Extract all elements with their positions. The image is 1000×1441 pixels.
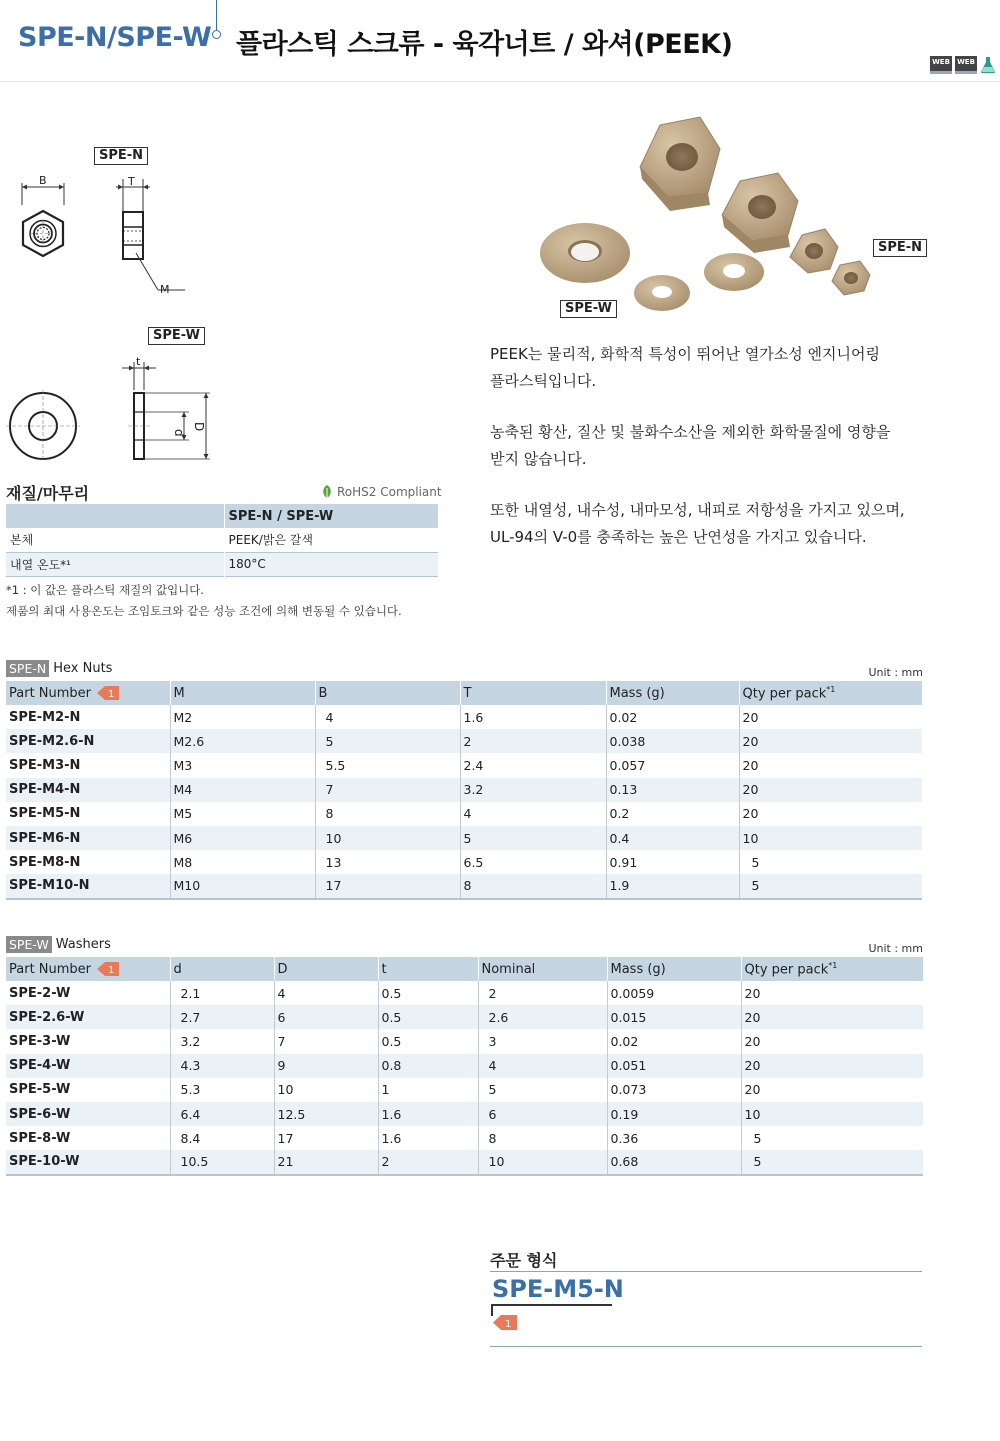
part-number-cell: SPE-2-W [9, 985, 71, 1001]
material-row-label: 내열 온도*¹ [6, 552, 224, 576]
table-cell: 20 [741, 981, 923, 1005]
table-cell: 2 [378, 1150, 478, 1174]
table-cell: 10 [739, 826, 922, 850]
divider [490, 1271, 922, 1272]
washers-table-tag: SPE-W [6, 936, 52, 953]
table-cell: 9 [274, 1054, 378, 1078]
desc-line: 또한 내열성, 내수성, 내마모성, 내피로 저항성을 가지고 있으며, [490, 501, 905, 519]
part-number-cell: SPE-M10-N [6, 874, 170, 898]
table-cell: 20 [741, 1078, 923, 1102]
table-cell: 6.5 [460, 850, 606, 874]
nuts-table [6, 681, 922, 900]
table-cell: 10 [741, 1102, 923, 1126]
col-header: M [170, 681, 315, 705]
table-cell: 8 [460, 874, 606, 898]
table-cell: 13 [315, 850, 460, 874]
nuts-table-label [6, 660, 112, 677]
table-row [6, 705, 922, 729]
part-number-cell: SPE-M2.6-N [6, 729, 170, 753]
table-cell: 0.91 [606, 850, 739, 874]
material-title: 재질/마무리 [6, 484, 90, 503]
part-number-cell: SPE-M3-N [9, 757, 81, 773]
table-cell: 4 [460, 802, 606, 826]
table-row [6, 1102, 923, 1126]
table-cell: 3.2 [170, 1029, 274, 1053]
material-row-label: 본체 [6, 528, 224, 552]
col-header [6, 957, 170, 981]
table-cell: 20 [741, 1029, 923, 1053]
col-header: B [315, 681, 460, 705]
table-cell: 0.8 [378, 1054, 478, 1078]
table-cell: 0.02 [606, 705, 739, 729]
table-cell: 4 [274, 981, 378, 1005]
table-row [6, 1005, 923, 1029]
table-row [6, 552, 438, 576]
table-cell: 8.4 [170, 1126, 274, 1150]
table-cell: 5.5 [315, 753, 460, 777]
washers-table-label [6, 936, 111, 953]
table-cell: 1.6 [460, 705, 606, 729]
part-number-cell: SPE-5-W [9, 1082, 71, 1098]
rohs-label: RoHS2 Compliant [337, 485, 442, 499]
part-number-cell: SPE-M8-N [9, 854, 81, 870]
desc-line: 받지 않습니다. [490, 450, 587, 468]
col-header-label: Qty per pack [742, 686, 827, 702]
material-table [6, 504, 438, 577]
col-header: Mass (g) [607, 957, 741, 981]
table-cell: M2.6 [170, 729, 315, 753]
divider [490, 1346, 922, 1347]
table-cell: 0.68 [607, 1150, 741, 1174]
col-header-label: Part Number [9, 685, 92, 701]
table-cell: 0.19 [607, 1102, 741, 1126]
table-row [6, 528, 438, 552]
marker-arrow-icon [97, 962, 119, 976]
col-header-label: Qty per pack [744, 962, 829, 978]
table-cell: 20 [739, 705, 922, 729]
col-header: d [170, 957, 274, 981]
nut-drawing-tag: SPE-N [94, 147, 148, 165]
dim-b-label: B [39, 174, 47, 187]
table-cell: 0.073 [607, 1078, 741, 1102]
table-cell: 17 [274, 1126, 378, 1150]
unit-label: Unit : mm [868, 942, 923, 955]
photo-nut-tag: SPE-N [873, 239, 927, 257]
footnote-ref: *1 [826, 684, 836, 694]
table-cell: 3 [478, 1029, 607, 1053]
material-row-value: 180°C [224, 552, 438, 576]
table-cell: 4 [315, 705, 460, 729]
table-row [6, 850, 922, 874]
table-cell: 2.4 [460, 753, 606, 777]
table-cell: 21 [274, 1150, 378, 1174]
series-code: SPE-N/SPE-W [18, 22, 212, 53]
order-code-example: SPE-M5-N [492, 1275, 624, 1303]
table-cell: M8 [170, 850, 315, 874]
flask-icon [980, 56, 996, 74]
table-cell: 6.4 [170, 1102, 274, 1126]
table-row [6, 1029, 923, 1053]
part-number-cell: SPE-2.6-W [6, 1005, 170, 1029]
part-number-cell: SPE-M2-N [9, 709, 81, 725]
table-cell: 0.5 [378, 1029, 478, 1053]
table-cell: 5 [739, 874, 922, 898]
photo-washer-tag: SPE-W [560, 300, 617, 318]
desc-line: UL-94의 V-0를 충족하는 높은 난연성을 가지고 있습니다. [490, 528, 867, 546]
part-number-cell: SPE-M4-N [6, 778, 170, 802]
material-header-blank [6, 504, 224, 528]
table-cell: 5 [741, 1150, 923, 1174]
col-header: D [274, 957, 378, 981]
footnote-ref: *1 [828, 960, 838, 970]
table-cell: 0.057 [606, 753, 739, 777]
washers-table [6, 957, 923, 1176]
table-cell: 0.015 [607, 1005, 741, 1029]
table-cell: 20 [739, 778, 922, 802]
table-cell: M10 [170, 874, 315, 898]
table-cell: 1.6 [378, 1102, 478, 1126]
page-header [0, 0, 1000, 82]
table-cell: 2 [460, 729, 606, 753]
table-cell: 5 [478, 1078, 607, 1102]
table-cell: 2.1 [170, 981, 274, 1005]
nuts-table-tag: SPE-N [6, 660, 49, 677]
table-cell: 0.2 [606, 802, 739, 826]
part-number-cell: SPE-6-W [6, 1102, 170, 1126]
table-cell: 10 [315, 826, 460, 850]
description [490, 497, 905, 551]
washer-drawing-tag: SPE-W [148, 327, 205, 345]
material-row-value: PEEK/밝은 갈색 [224, 528, 438, 552]
table-cell: M4 [170, 778, 315, 802]
nut-technical-drawing [10, 165, 210, 305]
table-cell: 20 [739, 802, 922, 826]
table-cell: 20 [739, 753, 922, 777]
table-cell: M6 [170, 826, 315, 850]
table-row [6, 729, 922, 753]
table-cell: 5 [315, 729, 460, 753]
description [490, 341, 880, 395]
col-header [739, 681, 922, 705]
table-row [6, 1054, 923, 1078]
part-number-cell: SPE-M6-N [6, 826, 170, 850]
dim-t-label: T [128, 175, 135, 188]
table-cell: 0.5 [378, 1005, 478, 1029]
description [490, 419, 890, 473]
table-cell: 20 [741, 1054, 923, 1078]
table-cell: 4.3 [170, 1054, 274, 1078]
part-number-cell: SPE-8-W [9, 1130, 71, 1146]
col-header: T [460, 681, 606, 705]
table-cell: 8 [478, 1126, 607, 1150]
table-cell: 8 [315, 802, 460, 826]
marker-arrow-icon [97, 686, 119, 700]
header-dot [212, 30, 221, 39]
col-header: t [378, 957, 478, 981]
part-number-cell: SPE-3-W [9, 1033, 71, 1049]
table-cell: 0.051 [607, 1054, 741, 1078]
desc-line: PEEK는 물리적, 화학적 특성이 뛰어난 열가소성 엔지니어링 [490, 345, 880, 363]
table-cell: 4 [478, 1054, 607, 1078]
table-cell: 10 [274, 1078, 378, 1102]
web-badge-icon[interactable]: WEB [955, 56, 977, 74]
table-row [6, 1126, 923, 1150]
marker-number: 1 [108, 965, 115, 976]
table-cell: 6 [478, 1102, 607, 1126]
table-cell: 12.5 [274, 1102, 378, 1126]
col-header [741, 957, 923, 981]
table-cell: 2.6 [478, 1005, 607, 1029]
table-cell: 2.7 [170, 1005, 274, 1029]
web-badge-icon[interactable]: WEB [930, 56, 952, 74]
table-cell: 0.36 [607, 1126, 741, 1150]
dim-D-label: D [192, 422, 206, 432]
washer-technical-drawing [4, 350, 224, 470]
table-row [6, 1078, 923, 1102]
table-cell: 6 [274, 1005, 378, 1029]
order-format-title: 주문 형식 [490, 1251, 558, 1270]
table-cell: 17 [315, 874, 460, 898]
table-row [6, 802, 922, 826]
table-cell: 0.038 [606, 729, 739, 753]
rohs-mark [321, 484, 442, 500]
table-cell: 0.4 [606, 826, 739, 850]
table-cell: 3.2 [460, 778, 606, 802]
marker-arrow-icon [493, 1315, 517, 1334]
col-header [6, 681, 170, 705]
dim-d-label: d [172, 429, 186, 437]
marker-number: 1 [505, 1319, 512, 1330]
table-cell: 0.0059 [607, 981, 741, 1005]
badge-group [930, 56, 996, 74]
table-cell: 5 [460, 826, 606, 850]
dim-m-label: M [160, 283, 170, 296]
table-cell: 7 [274, 1029, 378, 1053]
table-row [6, 1150, 923, 1174]
material-header: SPE-N / SPE-W [224, 504, 438, 528]
table-cell: 0.13 [606, 778, 739, 802]
table-cell: 10 [478, 1150, 607, 1174]
table-cell: 1.6 [378, 1126, 478, 1150]
washers-table-title: Washers [55, 937, 111, 952]
header-divider [216, 0, 217, 30]
table-cell: M2 [170, 705, 315, 729]
nuts-table-title: Hex Nuts [53, 661, 113, 676]
desc-line: 농축된 황산, 질산 및 불화수소산을 제외한 화학물질에 영향을 [490, 423, 891, 441]
table-cell: 10.5 [170, 1150, 274, 1174]
part-number-cell: SPE-10-W [6, 1150, 170, 1174]
leaf-icon [321, 484, 333, 500]
footnote: 제품의 최대 사용온도는 조임토크와 같은 성능 조건에 의해 변동될 수 있습니다. [6, 604, 402, 618]
col-header: Nominal [478, 957, 607, 981]
table-cell: 20 [739, 729, 922, 753]
marker-number: 1 [108, 689, 115, 700]
desc-line: 플라스틱입니다. [490, 372, 597, 390]
part-number-cell: SPE-4-W [6, 1054, 170, 1078]
table-cell: 0.5 [378, 981, 478, 1005]
table-cell: 2 [478, 981, 607, 1005]
table-row [6, 826, 922, 850]
table-cell: 1 [378, 1078, 478, 1102]
table-row [6, 981, 923, 1005]
table-cell: 5 [741, 1126, 923, 1150]
dim-t-label: t [136, 355, 141, 368]
col-header-label: Part Number [9, 961, 92, 977]
table-cell: 7 [315, 778, 460, 802]
table-cell: 5 [739, 850, 922, 874]
table-row [6, 778, 922, 802]
col-header: Mass (g) [606, 681, 739, 705]
footnote: *1 : 이 값은 플라스틱 재질의 값입니다. [6, 583, 205, 597]
table-cell: 0.02 [607, 1029, 741, 1053]
table-cell: M5 [170, 802, 315, 826]
table-cell: M3 [170, 753, 315, 777]
table-row [6, 753, 922, 777]
unit-label: Unit : mm [868, 666, 923, 679]
product-photo [540, 115, 940, 320]
table-cell: 5.3 [170, 1078, 274, 1102]
part-number-cell: SPE-M5-N [9, 806, 81, 822]
table-cell: 20 [741, 1005, 923, 1029]
page-title: 플라스틱 스크류 - 육각너트 / 와셔(PEEK) [236, 29, 733, 60]
table-cell: 1.9 [606, 874, 739, 898]
table-row [6, 874, 922, 898]
